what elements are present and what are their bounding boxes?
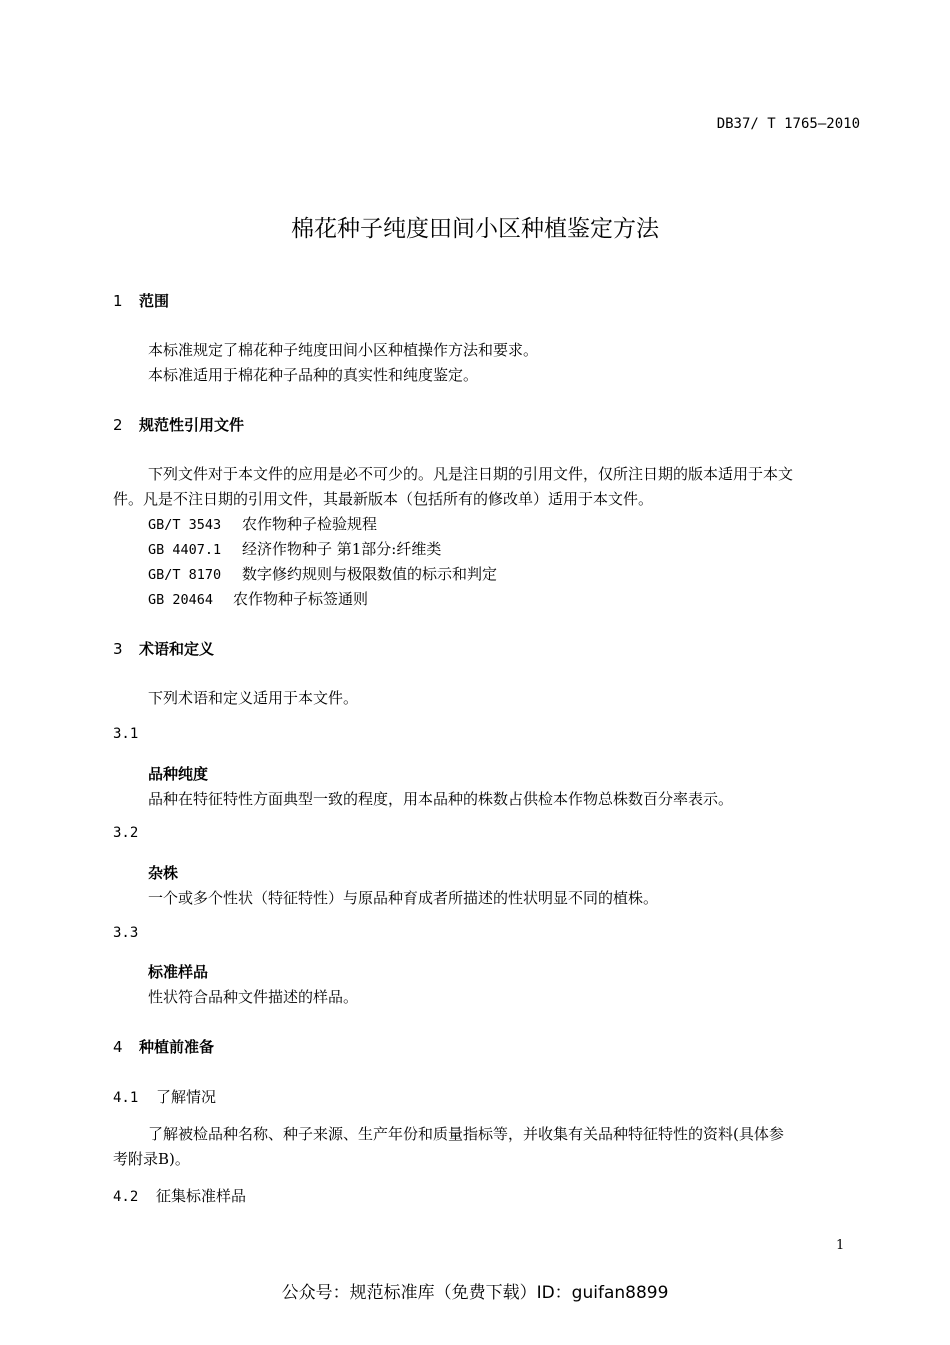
reference-title: 数字修约规则与极限数值的标示和判定 (242, 565, 498, 583)
document-title: 棉花种子纯度田间小区种植鉴定方法 (291, 216, 659, 242)
reference-code: GB 4407.1 (148, 542, 222, 558)
paragraph-continued: 件。凡是不注日期的引用文件，其最新版本（包括所有的修改单）适用于本文件。 (113, 490, 654, 508)
reference-item (148, 588, 368, 609)
section-2-heading (113, 414, 244, 435)
term-definition: 品种在特征特性方面典型一致的程度，用本品种的株数占供检本作物总株数百分率表示。 (148, 790, 734, 808)
section-1-heading (113, 290, 169, 311)
term-definition: 性状符合品种文件描述的样品。 (148, 988, 359, 1006)
term-definition: 一个或多个性状（特征特性）与原品种育成者所描述的性状明显不同的植株。 (148, 889, 659, 907)
section-title: 规范性引用文件 (139, 416, 245, 434)
subsection-4-2-heading (113, 1185, 246, 1206)
subsection-4-1-heading (113, 1086, 216, 1107)
section-3-heading (113, 638, 214, 659)
term-name: 标准样品 (148, 963, 209, 981)
document-code: DB37/ T 1765—2010 (716, 116, 860, 132)
reference-title: 农作物种子标签通则 (233, 590, 369, 608)
paragraph: 了解被检品种名称、种子来源、生产年份和质量指标等，并收集有关品种特征特性的资料(具体参 (148, 1125, 784, 1143)
section-number: 2 (113, 416, 123, 434)
section-number: 1 (113, 292, 123, 310)
term-number: 3.2 (113, 825, 139, 841)
section-title: 种植前准备 (139, 1038, 215, 1056)
paragraph: 下列术语和定义适用于本文件。 (148, 689, 359, 707)
section-number: 4 (113, 1038, 123, 1056)
term-name: 品种纯度 (148, 765, 209, 783)
term-number: 3.1 (113, 726, 139, 742)
subsection-title: 征集标准样品 (156, 1187, 247, 1205)
paragraph-continued: 考附录B)。 (113, 1150, 190, 1168)
section-number: 3 (113, 640, 123, 658)
term-number: 3.3 (113, 925, 139, 941)
paragraph: 本标准适用于棉花种子品种的真实性和纯度鉴定。 (148, 366, 479, 384)
reference-item (148, 563, 497, 584)
reference-title: 经济作物种子 第1部分:纤维类 (242, 540, 442, 558)
paragraph: 本标准规定了棉花种子纯度田间小区种植操作方法和要求。 (148, 341, 539, 359)
paragraph: 下列文件对于本文件的应用是必不可少的。凡是注日期的引用文件，仅所注日期的版本适用于本文 (148, 465, 794, 483)
section-title: 术语和定义 (139, 640, 215, 658)
reference-item (148, 538, 441, 559)
reference-code: GB/T 3543 (148, 517, 222, 533)
reference-code: GB 20464 (148, 592, 214, 608)
page-number: 1 (836, 1238, 845, 1253)
reference-item (148, 513, 377, 534)
footer-watermark: 公众号：规范标准库（免费下载）ID：guifan8899 (281, 1283, 669, 1303)
reference-code: GB/T 8170 (148, 567, 222, 583)
subsection-title: 了解情况 (156, 1088, 217, 1106)
reference-title: 农作物种子检验规程 (242, 515, 378, 533)
subsection-number: 4.1 (113, 1090, 139, 1106)
section-title: 范围 (139, 292, 170, 310)
subsection-number: 4.2 (113, 1189, 139, 1205)
term-name: 杂株 (148, 864, 179, 882)
section-4-heading (113, 1036, 214, 1057)
